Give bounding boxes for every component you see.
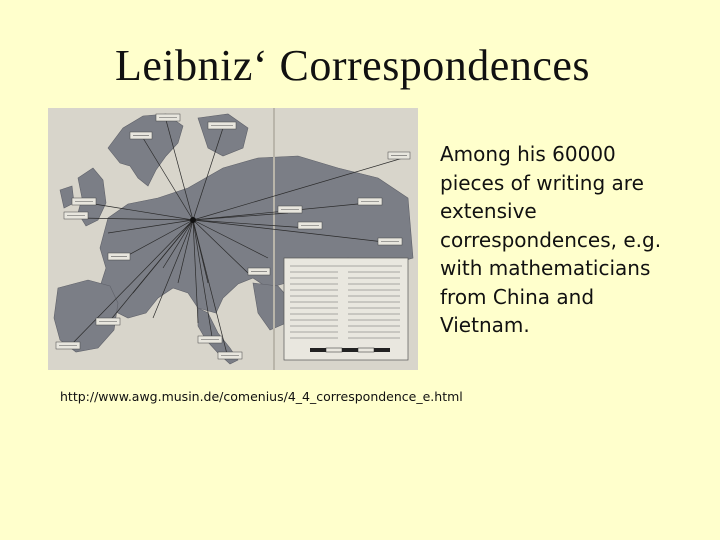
source-url: http://www.awg.musin.de/comenius/4_4_correspondence_e.html: [60, 389, 463, 404]
slide-title: Leibniz‘ Correspondences: [114, 41, 591, 90]
correspondence-map-image: [48, 108, 418, 370]
slide-body-text: Among his 60000 pieces of writing are extensive correspondences, e.g. with mathematicians from China and Vietnam.: [440, 142, 662, 337]
